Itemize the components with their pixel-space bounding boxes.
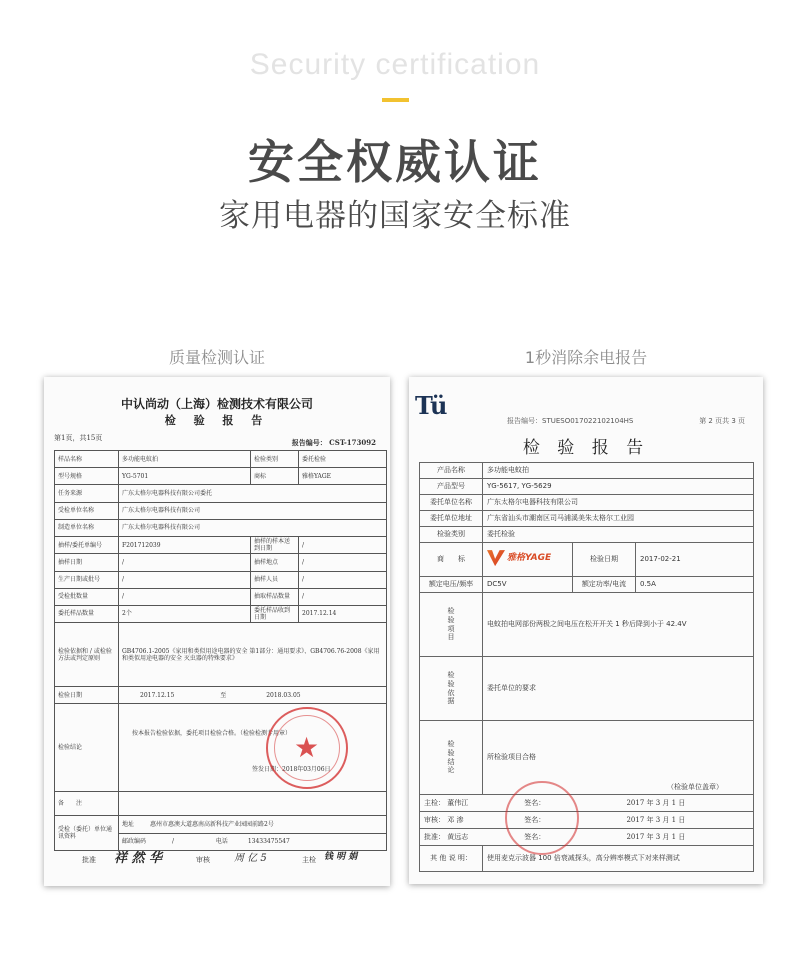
cell-label: 抽样人员 bbox=[251, 571, 299, 588]
chief-name: 主检： 董伟江 bbox=[424, 798, 469, 807]
test-date-end: 2018.03.05 bbox=[266, 691, 301, 699]
label-char: 项 bbox=[447, 624, 455, 633]
table-row bbox=[420, 721, 754, 795]
table-row bbox=[55, 536, 387, 553]
label-char: 结 bbox=[447, 757, 455, 766]
review-date: 2017 年 3 月 1 日 bbox=[626, 815, 686, 824]
cell-label: 委托单位名称 bbox=[420, 495, 483, 511]
cell-value: / bbox=[119, 588, 251, 605]
yage-mark-icon bbox=[487, 550, 505, 566]
cell-value: DC5V bbox=[483, 577, 573, 593]
cell-label: 抽样的样本送到日期 bbox=[251, 536, 299, 553]
table-row bbox=[420, 657, 754, 721]
label-char: 依 bbox=[447, 688, 455, 697]
checker-signature: 钱 明 娟 bbox=[324, 852, 358, 862]
seal-star-icon: ★ bbox=[294, 731, 320, 764]
label-char: 目 bbox=[447, 633, 455, 642]
approve-date: 2017 年 3 月 1 日 bbox=[626, 832, 686, 841]
approver-signature: 祥 然 华 bbox=[114, 851, 163, 866]
cell-label: 检验结论 bbox=[55, 704, 119, 792]
cell-value: 2个 bbox=[119, 605, 251, 622]
table-row bbox=[420, 495, 754, 511]
vertical-label bbox=[424, 740, 478, 775]
report-title: 检 验 报 告 bbox=[522, 438, 650, 458]
cell-value bbox=[483, 721, 754, 795]
cell-value: 广东太格尔电器科技有限公司 bbox=[119, 502, 387, 519]
label-char: 检 bbox=[447, 740, 455, 748]
report-company: 中认尚动（上海）检测技术有限公司 bbox=[120, 397, 313, 411]
page-title: 安全权威认证 bbox=[248, 135, 542, 189]
table-row bbox=[55, 502, 387, 519]
cell-value: 电蚊拍电网部份两极之间电压在松开开关 1 秒后降到小于 42.4V bbox=[483, 593, 754, 657]
table-row bbox=[420, 543, 754, 577]
cell-value: 0.5A bbox=[636, 577, 754, 593]
cell-label: 受检（委托）单位通讯资料 bbox=[55, 816, 119, 850]
label-char: 验 bbox=[447, 748, 455, 757]
cell-label: 抽样地点 bbox=[251, 554, 299, 571]
table-row bbox=[55, 792, 387, 816]
cell-label: 检验依据和 / 或检验方法或判定原则 bbox=[55, 623, 119, 687]
issue-date: 签发日期：2018年03月06日 bbox=[252, 765, 331, 773]
cell-label: 抽样/委托单编号 bbox=[55, 536, 119, 553]
cell-value: 广东太格尔电器科技有限公司 bbox=[119, 519, 387, 536]
caption-quality-cert: 质量检测认证 bbox=[168, 348, 265, 367]
cell-label: 受检批数量 bbox=[55, 588, 119, 605]
cell-label: 委托样品收到日期 bbox=[251, 605, 299, 622]
label-char: 验 bbox=[447, 615, 455, 624]
signature-row bbox=[420, 812, 754, 829]
approver-label: 批准 bbox=[82, 856, 96, 864]
cell-value: YG-5701 bbox=[119, 468, 251, 485]
table-row bbox=[55, 571, 387, 588]
conclusion-text: 所检验项目合格 bbox=[487, 753, 536, 762]
cell-value: 广东太格尔电器科技有限公司 bbox=[483, 495, 754, 511]
cell-label bbox=[420, 657, 483, 721]
cell-value: / bbox=[119, 571, 251, 588]
table-row bbox=[55, 519, 387, 536]
cell-value: 多功能电蚊拍 bbox=[119, 451, 251, 468]
cell-value: GB4706.1-2005《家用和类似用途电器的安全 第1部分：通用要求》、GB4706.76-2008《家用和类似用途电器的安全 灭虫器的特殊要求》 bbox=[119, 623, 387, 687]
cell-value: 多功能电蚊拍 bbox=[483, 463, 754, 479]
cell-label: 委托单位地址 bbox=[420, 511, 483, 527]
review-name: 审核： 邓 渗 bbox=[424, 815, 464, 824]
cell-label: 产品型号 bbox=[420, 479, 483, 495]
cell-label: 受检单位名称 bbox=[55, 502, 119, 519]
cell-value bbox=[119, 687, 387, 704]
seal-note: （检验单位盖章） bbox=[667, 783, 723, 792]
label-char: 据 bbox=[447, 697, 455, 706]
report-table bbox=[54, 450, 387, 851]
caption-residual-report: 1秒消除余电报告 bbox=[524, 348, 648, 367]
table-row bbox=[55, 485, 387, 502]
cell-value: / bbox=[299, 554, 387, 571]
table-row bbox=[420, 577, 754, 593]
table-row bbox=[420, 795, 754, 812]
label-char: 验 bbox=[447, 679, 455, 688]
official-seal-icon bbox=[266, 707, 348, 789]
report-title: 检 验 报 告 bbox=[164, 414, 270, 427]
phone-value: 13433475547 bbox=[247, 838, 290, 846]
cell-label: 检验类别 bbox=[420, 527, 483, 543]
cell-label bbox=[420, 721, 483, 795]
review-sign: 签名： bbox=[524, 815, 546, 824]
phone-label: 电话 bbox=[215, 838, 228, 846]
signature-row bbox=[420, 829, 754, 846]
report-page: 第1页，共15页 bbox=[54, 434, 103, 442]
cell-value: / bbox=[119, 554, 251, 571]
residual-charge-report bbox=[409, 377, 763, 884]
table-row bbox=[420, 593, 754, 657]
cell-value: 委托单位的要求 bbox=[483, 657, 754, 721]
cell-label: 委托样品数量 bbox=[55, 605, 119, 622]
eyebrow-heading: Security certification bbox=[249, 48, 541, 81]
report-table bbox=[419, 462, 754, 872]
table-row bbox=[420, 527, 754, 543]
yage-brand-logo bbox=[487, 550, 551, 566]
reviewer-signature: 周 亿 5 bbox=[234, 853, 267, 864]
approve-name: 批准： 黄远志 bbox=[424, 832, 469, 841]
cell-label: 制造单位名称 bbox=[55, 519, 119, 536]
label-char: 检 bbox=[447, 671, 455, 679]
table-row bbox=[55, 451, 387, 468]
yage-brand-text: 雅格YAGE bbox=[507, 552, 552, 563]
vertical-label bbox=[424, 607, 478, 642]
address-value: 惠州市惠澳大道惠南高新科技产业园园前路2号 bbox=[149, 820, 274, 828]
cell-label: 额定电压/频率 bbox=[420, 577, 483, 593]
cell-value: 委托检验 bbox=[299, 451, 387, 468]
checker-label: 主检 bbox=[302, 856, 316, 864]
quality-test-report bbox=[44, 377, 390, 886]
page-subtitle: 家用电器的国家安全标准 bbox=[219, 198, 571, 234]
table-row bbox=[420, 812, 754, 829]
conclusion-text: 按本报告检验依据，委托项目检验合格。（检验检测专用章） bbox=[132, 730, 292, 738]
label-char: 检 bbox=[447, 607, 455, 615]
chief-date: 2017 年 3 月 1 日 bbox=[626, 798, 686, 807]
cell-label: 检验日期 bbox=[55, 687, 119, 704]
cell-value: / bbox=[299, 571, 387, 588]
cell-value bbox=[119, 792, 387, 816]
table-row bbox=[420, 829, 754, 846]
cell-value: 广东太格尔电器科技有限公司委托 bbox=[119, 485, 387, 502]
test-date-start: 2017.12.15 bbox=[140, 691, 175, 699]
cell-value bbox=[119, 816, 387, 833]
chief-sign: 签名： bbox=[524, 798, 546, 807]
zip-label: 邮政编码 bbox=[122, 838, 147, 846]
table-row bbox=[55, 687, 387, 704]
cell-label: 检验日期 bbox=[573, 543, 636, 577]
accent-bar bbox=[382, 98, 409, 102]
table-row bbox=[55, 554, 387, 571]
zip-value: / bbox=[171, 838, 174, 846]
cell-value: 广东省汕头市潮南区司马浦溪美朱太格尔工业园 bbox=[483, 511, 754, 527]
cell-label: 任务来源 bbox=[55, 485, 119, 502]
approve-sign: 签名： bbox=[524, 832, 546, 841]
vertical-label bbox=[424, 671, 478, 706]
cell-label: 额定功率/电流 bbox=[573, 577, 636, 593]
tuv-logo-icon: Tü bbox=[415, 391, 447, 420]
cell-label: 样品名称 bbox=[55, 451, 119, 468]
cell-label: 生产日期或批号 bbox=[55, 571, 119, 588]
cell-value: 使用麦克示波器 100 倍衰减探头，高分辨率模式下对来样测试 bbox=[483, 846, 754, 872]
table-row bbox=[420, 463, 754, 479]
table-row bbox=[55, 588, 387, 605]
cell-value bbox=[483, 543, 573, 577]
label-char: 论 bbox=[447, 766, 455, 775]
table-row bbox=[55, 468, 387, 485]
cell-value: 委托检验 bbox=[483, 527, 754, 543]
inspection-seal-icon bbox=[505, 781, 579, 855]
report-number: 报告编号： CST-173092 bbox=[291, 438, 376, 447]
cell-label: 产品名称 bbox=[420, 463, 483, 479]
cell-value: 2017-02-21 bbox=[636, 543, 754, 577]
report-number: 报告编号：STUESO017022102104HS bbox=[507, 417, 634, 425]
cell-value: YG-5617, YG-5629 bbox=[483, 479, 754, 495]
table-row bbox=[55, 605, 387, 622]
cell-value: / bbox=[299, 536, 387, 553]
table-row bbox=[55, 623, 387, 687]
cell-label: 备 注 bbox=[55, 792, 119, 816]
signature-row bbox=[420, 795, 754, 812]
cell-label: 抽样日期 bbox=[55, 554, 119, 571]
cell-label: 型号规格 bbox=[55, 468, 119, 485]
address-label: 地址 bbox=[122, 820, 135, 828]
cell-label: 抽取样品数量 bbox=[251, 588, 299, 605]
reviewer-label: 审核 bbox=[196, 856, 210, 864]
table-row bbox=[55, 816, 387, 833]
table-row bbox=[420, 511, 754, 527]
cell-label bbox=[420, 593, 483, 657]
table-row bbox=[420, 479, 754, 495]
cell-label: 商 标 bbox=[420, 543, 483, 577]
cell-label: 商标 bbox=[251, 468, 299, 485]
cell-value: 2017.12.14 bbox=[299, 605, 387, 622]
cell-value: / bbox=[299, 588, 387, 605]
test-date-to: 至 bbox=[220, 691, 227, 699]
cell-value: 雅格YAGE bbox=[299, 468, 387, 485]
cell-value: F201712039 bbox=[119, 536, 251, 553]
table-row bbox=[420, 846, 754, 872]
report-page: 第 2 页共 3 页 bbox=[699, 417, 745, 425]
cell-label: 其 他 说 明： bbox=[420, 846, 483, 872]
cell-label: 检验类别 bbox=[251, 451, 299, 468]
